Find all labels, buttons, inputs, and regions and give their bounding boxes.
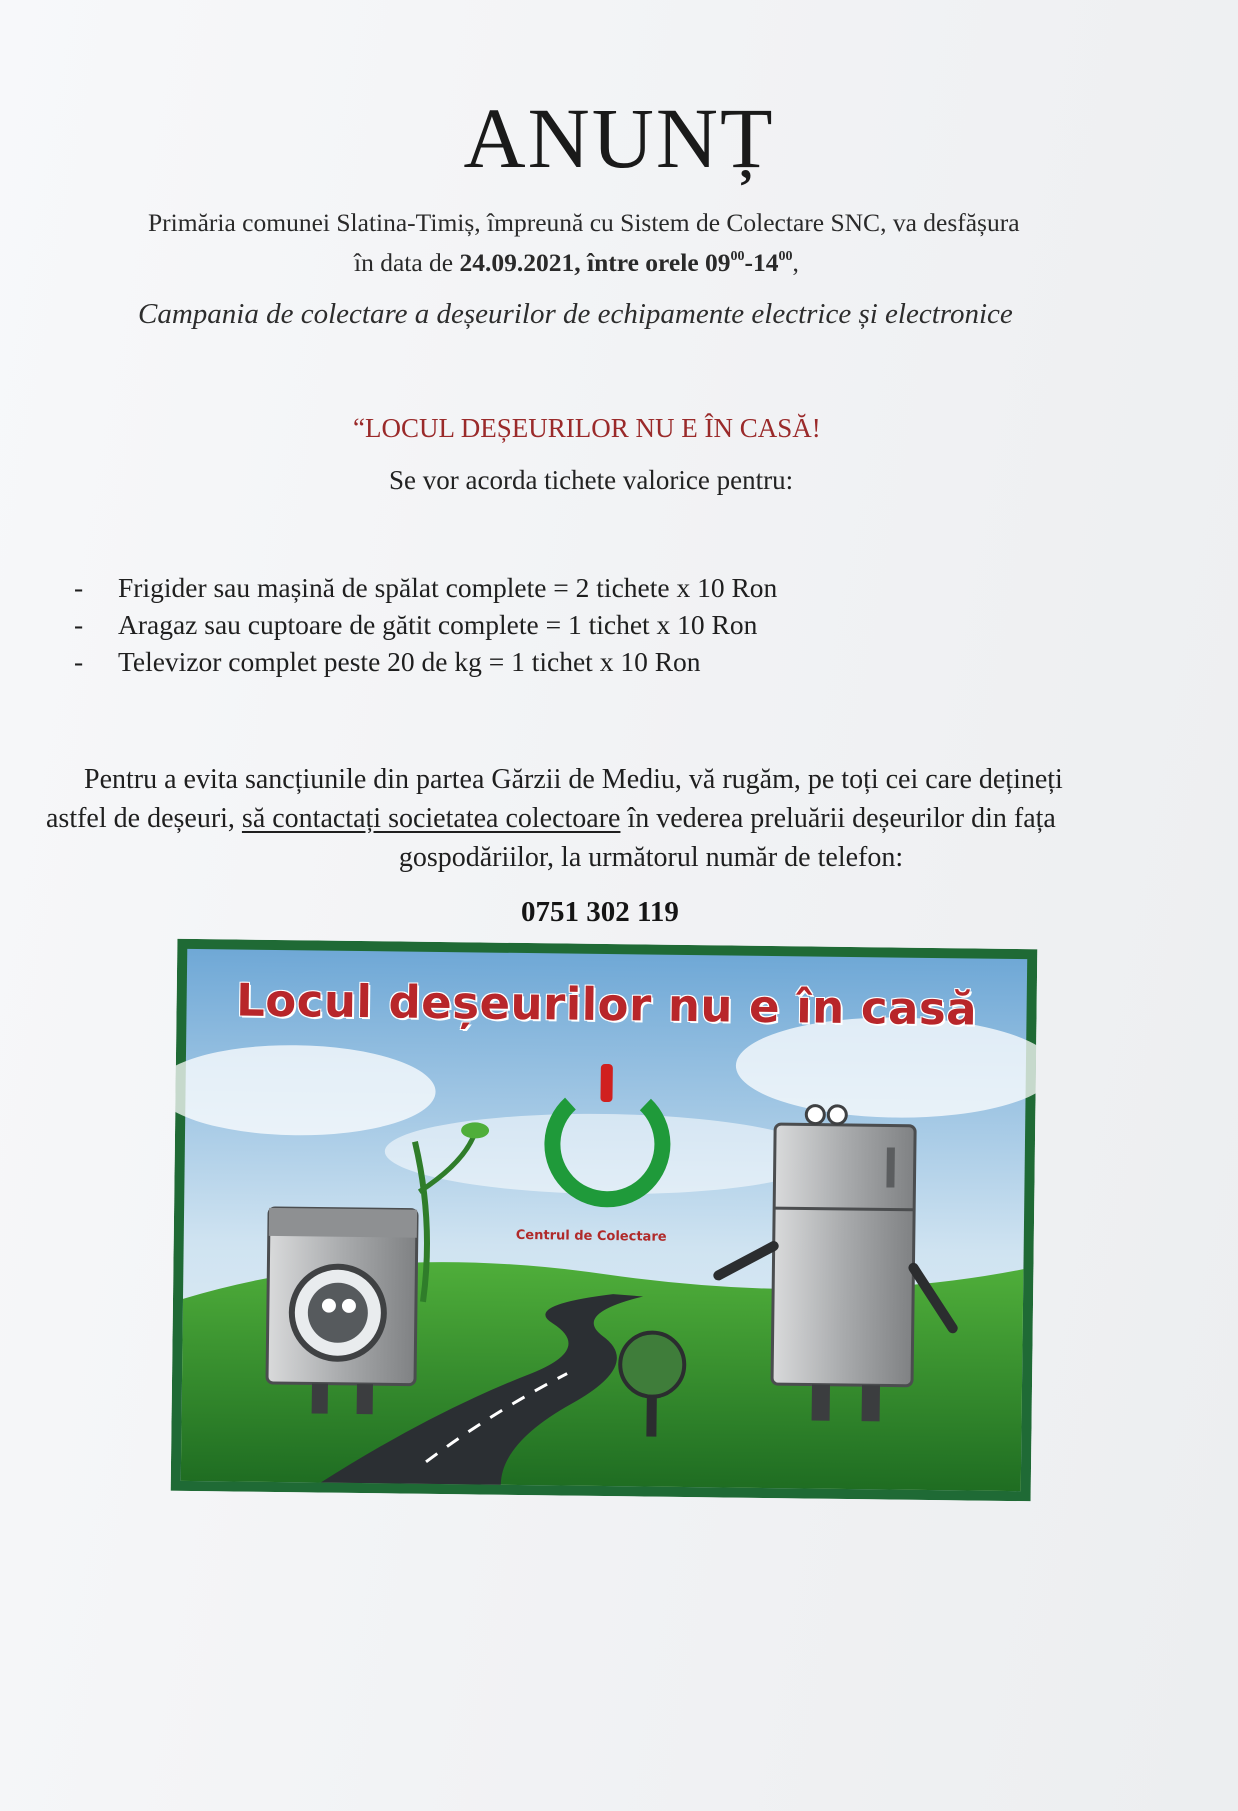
- list-dash: -: [74, 572, 84, 603]
- list-item-text: Televizor complet peste 20 de kg = 1 tichet x 10 Ron: [118, 646, 701, 677]
- paragraph-line-1: Pentru a evita sancțiunile din partea Gărzii de Mediu, vă rugăm, pe toți cei care dețineți: [84, 764, 1063, 795]
- poster-title: Locul deșeurilor nu e în casă: [235, 973, 978, 1036]
- campaign-slogan: “LOCUL DEȘEURILOR NU E ÎN CASĂ!: [353, 413, 821, 443]
- list-item-text: Frigider sau mașină de spălat complete = 2 tichete x 10 Ron: [118, 572, 778, 603]
- contact-company-underlined: să contactați societatea colectoare: [241, 803, 621, 834]
- paragraph-line-2-prefix: astfel de deșeuri,: [46, 803, 242, 834]
- hour-dash: -14: [744, 248, 779, 277]
- ticket-list: [74, 572, 777, 683]
- phone-number: 0751 302 119: [521, 896, 679, 928]
- list-item-text: Aragaz sau cuptoare de gătit complete = 1 tichet x 10 Ron: [118, 609, 758, 640]
- contact-paragraph: [46, 760, 1206, 877]
- campaign-poster: [171, 939, 1038, 1501]
- hour-start-sup: 00: [730, 249, 745, 264]
- hour-end-sup: 00: [778, 249, 793, 264]
- logo-label: Centrul de Colectare: [515, 1227, 667, 1245]
- list-dash: -: [74, 609, 84, 640]
- washing-machine-icon: [267, 1208, 417, 1415]
- paragraph-line-2: [46, 799, 1206, 838]
- event-date-hours: [460, 248, 793, 277]
- page-title: ANUNȚ: [463, 90, 775, 186]
- tickets-intro: Se vor acorda tichete valorice pentru:: [389, 465, 794, 495]
- list-item: [74, 609, 777, 646]
- list-dash: -: [74, 646, 84, 677]
- paragraph-line-3: gospodăriilor, la următorul număr de telefon:: [398, 842, 904, 873]
- list-item: [74, 572, 777, 609]
- list-item: [74, 646, 777, 683]
- event-date-text: 24.09.2021, între orele 09: [459, 248, 731, 277]
- intro-line-2: [354, 248, 799, 278]
- intro-line-1: Primăria comunei Slatina-Timiș, împreună cu Sistem de Colectare SNC, va desfășura: [148, 208, 1020, 237]
- intro-comma: ,: [792, 248, 799, 277]
- intro-date-prefix: în data de: [354, 248, 460, 277]
- campaign-name: Campania de colectare a deșeurilor de echipamente electrice și electronice: [138, 298, 1013, 330]
- paragraph-line-2-suffix: în vederea preluării deșeurilor din fața: [620, 803, 1056, 834]
